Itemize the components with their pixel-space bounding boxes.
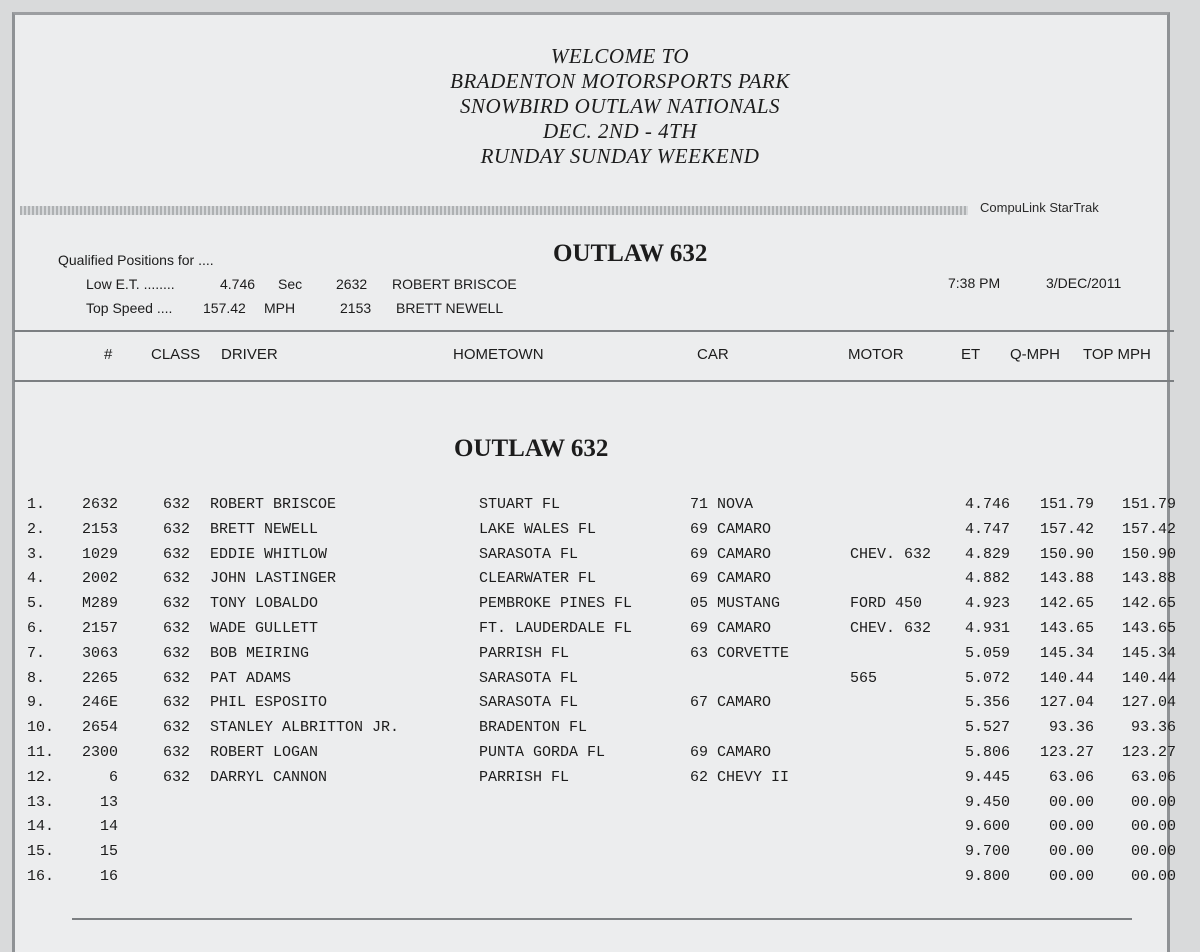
cell-car: 69 CAMARO bbox=[690, 520, 772, 538]
cell-class: 632 bbox=[163, 595, 191, 613]
cell-car-number: 2265 bbox=[81, 669, 118, 687]
cell-q-mph: 93.36 bbox=[1048, 719, 1094, 737]
col-class: CLASS bbox=[151, 346, 201, 363]
cell-top-mph: 00.00 bbox=[1130, 793, 1176, 811]
cell-hometown: PARRISH FL bbox=[479, 768, 570, 786]
cell-top-mph: 00.00 bbox=[1130, 843, 1176, 861]
cell-et: 4.931 bbox=[964, 620, 1010, 637]
cell-position: 3. bbox=[27, 545, 46, 563]
cell-top-mph: 145.34 bbox=[1121, 644, 1176, 662]
header-rule-top bbox=[14, 330, 1174, 332]
cell-q-mph: 123.27 bbox=[1039, 744, 1094, 761]
col-q-mph: Q-MPH bbox=[1010, 346, 1060, 363]
cell-car: 71 NOVA bbox=[690, 496, 754, 513]
cell-hometown: PUNTA GORDA FL bbox=[479, 744, 606, 761]
cell-top-mph: 150.90 bbox=[1121, 545, 1176, 563]
cell-car: 05 MUSTANG bbox=[690, 595, 781, 613]
top-speed-car: 2153 bbox=[340, 300, 372, 316]
low-et-value: 4.746 bbox=[220, 276, 256, 292]
cell-car-number: 6 bbox=[108, 768, 118, 786]
cell-class: 632 bbox=[163, 768, 191, 786]
cell-q-mph: 00.00 bbox=[1048, 868, 1094, 885]
cell-car-number: 14 bbox=[99, 818, 118, 836]
col-car: CAR bbox=[697, 346, 729, 363]
cell-car-number: 2654 bbox=[81, 719, 118, 737]
cell-motor: CHEV. 632 bbox=[850, 620, 932, 637]
class-title: OUTLAW 632 bbox=[553, 240, 708, 267]
cell-class: 632 bbox=[163, 644, 191, 662]
cell-top-mph: 00.00 bbox=[1130, 818, 1176, 836]
print-time: 7:38 PM bbox=[948, 275, 1001, 291]
cell-position: 14. bbox=[27, 818, 55, 836]
cell-position: 15. bbox=[27, 843, 55, 861]
cell-position: 13. bbox=[27, 793, 55, 811]
cell-car-number: 2157 bbox=[81, 620, 118, 637]
decorative-divider bbox=[20, 206, 968, 215]
cell-car-number: 13 bbox=[99, 793, 118, 811]
event-welcome-header bbox=[300, 44, 940, 169]
col-et: ET bbox=[961, 346, 981, 363]
cell-position: 9. bbox=[27, 694, 46, 712]
cell-driver: BOB MEIRING bbox=[210, 644, 310, 662]
cell-q-mph: 00.00 bbox=[1048, 793, 1094, 811]
col-driver: DRIVER bbox=[221, 346, 278, 363]
cell-q-mph: 143.65 bbox=[1039, 620, 1094, 637]
cell-et: 4.747 bbox=[964, 520, 1010, 538]
cell-hometown: SARASOTA FL bbox=[479, 669, 579, 687]
cell-driver: JOHN LASTINGER bbox=[210, 570, 337, 588]
cell-top-mph: 123.27 bbox=[1121, 744, 1176, 761]
cell-driver: STANLEY ALBRITTON JR. bbox=[210, 719, 400, 737]
cell-position: 1. bbox=[27, 496, 46, 513]
cell-car: 69 CAMARO bbox=[690, 570, 772, 588]
top-speed-label: Top Speed .... bbox=[86, 300, 173, 316]
cell-car-number: M289 bbox=[81, 595, 118, 613]
cell-et: 9.800 bbox=[964, 868, 1010, 885]
cell-top-mph: 140.44 bbox=[1121, 669, 1176, 687]
cell-et: 9.445 bbox=[964, 768, 1010, 786]
cell-q-mph: 00.00 bbox=[1048, 843, 1094, 861]
cell-car-number: 2002 bbox=[81, 570, 118, 588]
cell-class: 632 bbox=[163, 669, 191, 687]
cell-driver: PHIL ESPOSITO bbox=[210, 694, 328, 712]
cell-car-number: 3063 bbox=[81, 644, 118, 662]
cell-hometown: SARASOTA FL bbox=[479, 545, 579, 563]
cell-top-mph: 143.65 bbox=[1121, 620, 1176, 637]
cell-car-number: 15 bbox=[99, 843, 118, 861]
cell-driver: BRETT NEWELL bbox=[210, 520, 319, 538]
track-name: BRADENTON MOTORSPORTS PARK bbox=[450, 69, 790, 93]
cell-driver: EDDIE WHITLOW bbox=[210, 545, 328, 563]
cell-class: 632 bbox=[163, 719, 191, 737]
cell-driver: ROBERT BRISCOE bbox=[210, 496, 337, 513]
cell-et: 5.806 bbox=[964, 744, 1010, 761]
cell-car-number: 16 bbox=[99, 868, 118, 885]
print-date: 3/DEC/2011 bbox=[1046, 275, 1122, 291]
cell-position: 16. bbox=[27, 868, 55, 885]
cell-car-number: 2300 bbox=[81, 744, 118, 761]
cell-hometown: PEMBROKE PINES FL bbox=[479, 595, 633, 613]
cell-top-mph: 63.06 bbox=[1130, 768, 1176, 786]
cell-class: 632 bbox=[163, 520, 191, 538]
cell-car: 69 CAMARO bbox=[690, 620, 772, 637]
cell-car: 69 CAMARO bbox=[690, 545, 772, 563]
cell-hometown: LAKE WALES FL bbox=[479, 520, 597, 538]
low-et-driver: ROBERT BRISCOE bbox=[392, 276, 517, 292]
cell-q-mph: 157.42 bbox=[1039, 520, 1094, 538]
cell-class: 632 bbox=[163, 570, 191, 588]
col-number: # bbox=[104, 346, 113, 363]
cell-driver: PAT ADAMS bbox=[210, 669, 292, 687]
cell-position: 2. bbox=[27, 520, 46, 538]
cell-q-mph: 150.90 bbox=[1039, 545, 1094, 563]
cell-position: 7. bbox=[27, 644, 46, 662]
cell-driver: ROBERT LOGAN bbox=[210, 744, 319, 761]
low-et-car: 2632 bbox=[336, 276, 368, 292]
section-title: OUTLAW 632 bbox=[454, 435, 609, 462]
cell-et: 5.059 bbox=[964, 644, 1010, 662]
cell-hometown: STUART FL bbox=[479, 496, 561, 513]
timing-system-brand: CompuLink StarTrak bbox=[980, 200, 1099, 215]
cell-q-mph: 145.34 bbox=[1039, 644, 1094, 662]
cell-car: 63 CORVETTE bbox=[690, 644, 790, 662]
cell-et: 9.700 bbox=[964, 843, 1010, 861]
cell-et: 4.829 bbox=[964, 545, 1010, 563]
cell-top-mph: 151.79 bbox=[1121, 496, 1176, 513]
cell-position: 5. bbox=[27, 595, 46, 613]
top-speed-unit: MPH bbox=[264, 300, 296, 316]
welcome-line: WELCOME TO bbox=[550, 44, 690, 68]
cell-top-mph: 157.42 bbox=[1121, 520, 1176, 538]
cell-motor: FORD 450 bbox=[850, 595, 923, 613]
cell-class: 632 bbox=[163, 545, 191, 563]
cell-driver: DARRYL CANNON bbox=[210, 768, 328, 786]
cell-position: 8. bbox=[27, 669, 46, 687]
cell-car-number: 1029 bbox=[81, 545, 118, 563]
cell-top-mph: 142.65 bbox=[1121, 595, 1176, 613]
cell-position: 11. bbox=[27, 744, 55, 761]
cell-driver: TONY LOBALDO bbox=[210, 595, 319, 613]
cell-q-mph: 142.65 bbox=[1039, 595, 1094, 613]
event-name: SNOWBIRD OUTLAW NATIONALS bbox=[459, 94, 781, 118]
header-rule-bottom bbox=[14, 380, 1174, 382]
cell-car: 62 CHEVY II bbox=[690, 768, 790, 786]
cell-position: 4. bbox=[27, 570, 46, 588]
event-dates: DEC. 2ND - 4TH bbox=[542, 119, 697, 143]
cell-et: 5.356 bbox=[964, 694, 1010, 712]
cell-et: 4.882 bbox=[964, 570, 1010, 588]
cell-class: 632 bbox=[163, 620, 191, 637]
cell-top-mph: 143.88 bbox=[1121, 570, 1176, 588]
cell-position: 10. bbox=[27, 719, 55, 737]
cell-driver: WADE GULLETT bbox=[210, 620, 319, 637]
cell-q-mph: 151.79 bbox=[1039, 496, 1094, 513]
cell-hometown: SARASOTA FL bbox=[479, 694, 579, 712]
footer-rule bbox=[72, 918, 1132, 920]
cell-hometown: FT. LAUDERDALE FL bbox=[479, 620, 633, 637]
top-speed-driver: BRETT NEWELL bbox=[396, 300, 504, 316]
cell-q-mph: 63.06 bbox=[1048, 768, 1094, 786]
cell-motor: 565 bbox=[850, 669, 878, 687]
cell-motor: CHEV. 632 bbox=[850, 545, 932, 563]
cell-class: 632 bbox=[163, 744, 191, 761]
cell-car-number: 2153 bbox=[81, 520, 118, 538]
cell-hometown: CLEARWATER FL bbox=[479, 570, 597, 588]
cell-car: 69 CAMARO bbox=[690, 744, 772, 761]
cell-q-mph: 143.88 bbox=[1039, 570, 1094, 588]
cell-hometown: BRADENTON FL bbox=[479, 719, 588, 737]
cell-et: 9.600 bbox=[964, 818, 1010, 836]
cell-car-number: 2632 bbox=[81, 496, 118, 513]
cell-position: 6. bbox=[27, 620, 46, 637]
low-et-unit: Sec bbox=[278, 276, 303, 292]
cell-q-mph: 140.44 bbox=[1039, 669, 1094, 687]
cell-car-number: 246E bbox=[81, 694, 118, 712]
cell-et: 9.450 bbox=[964, 793, 1010, 811]
cell-hometown: PARRISH FL bbox=[479, 644, 570, 662]
low-et-label: Low E.T. ........ bbox=[86, 276, 175, 292]
cell-q-mph: 00.00 bbox=[1048, 818, 1094, 836]
qualified-label: Qualified Positions for .... bbox=[58, 252, 214, 268]
col-hometown: HOMETOWN bbox=[453, 346, 544, 363]
cell-top-mph: 127.04 bbox=[1121, 694, 1176, 712]
col-top-mph: TOP MPH bbox=[1083, 346, 1151, 363]
cell-et: 5.072 bbox=[964, 669, 1010, 687]
cell-class: 632 bbox=[163, 694, 191, 712]
cell-et: 5.527 bbox=[964, 719, 1010, 737]
cell-top-mph: 93.36 bbox=[1130, 719, 1176, 737]
cell-car: 67 CAMARO bbox=[690, 694, 772, 712]
cell-et: 4.923 bbox=[964, 595, 1010, 613]
cell-class: 632 bbox=[163, 496, 191, 513]
cell-top-mph: 00.00 bbox=[1130, 868, 1176, 885]
cell-q-mph: 127.04 bbox=[1039, 694, 1094, 712]
cell-et: 4.746 bbox=[964, 496, 1010, 513]
event-subtitle: RUNDAY SUNDAY WEEKEND bbox=[480, 144, 760, 168]
top-speed-value: 157.42 bbox=[203, 300, 246, 316]
cell-position: 12. bbox=[27, 768, 55, 786]
col-motor: MOTOR bbox=[848, 346, 904, 363]
